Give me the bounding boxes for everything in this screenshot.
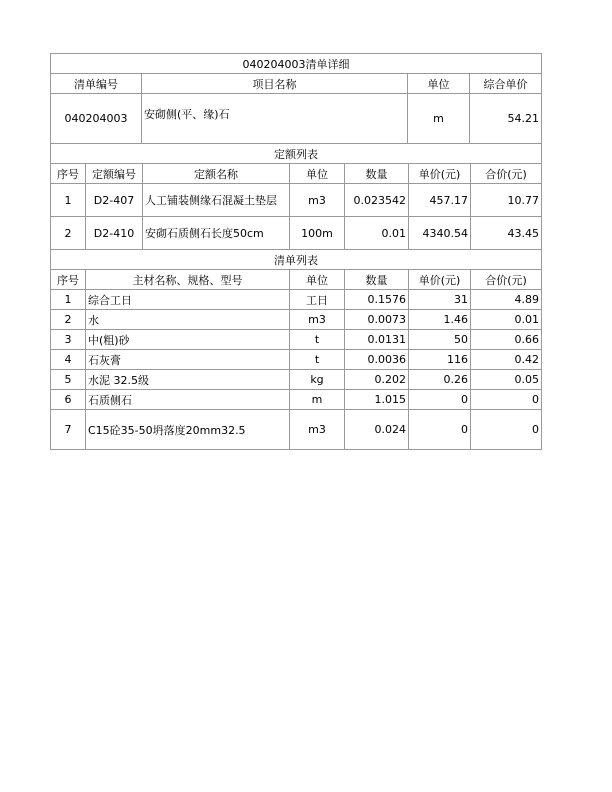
material-unit: 工日 [290, 290, 345, 310]
quota-unit: 100m [290, 217, 345, 250]
quota-section-title: 定额列表 [51, 144, 542, 164]
material-index: 3 [51, 330, 86, 350]
item-code: 040204003 [51, 94, 142, 144]
material-unit: m [290, 390, 345, 410]
header-unit: 单位 [408, 74, 470, 94]
quota-header-total: 合价(元) [471, 164, 542, 184]
quota-index: 2 [51, 217, 86, 250]
quota-header-index: 序号 [51, 164, 86, 184]
quota-row [51, 184, 542, 217]
material-index: 4 [51, 350, 86, 370]
material-row [51, 390, 542, 410]
material-index: 6 [51, 390, 86, 410]
material-qty: 1.015 [345, 390, 409, 410]
materials-header-total: 合价(元) [471, 270, 542, 290]
materials-header-name: 主材名称、规格、型号 [86, 270, 290, 290]
item-unit: m [408, 94, 470, 144]
material-qty: 0.1576 [345, 290, 409, 310]
material-qty: 0.0131 [345, 330, 409, 350]
quota-header-qty: 数量 [345, 164, 409, 184]
header-price: 综合单价 [470, 74, 542, 94]
materials-header-unit-price: 单价(元) [409, 270, 471, 290]
detail-lists-table [50, 143, 542, 450]
material-total: 0.05 [471, 370, 542, 390]
item-price: 54.21 [470, 94, 542, 144]
material-unit: t [290, 350, 345, 370]
material-qty: 0.0073 [345, 310, 409, 330]
quota-name: 安砌石质侧石长度50cm [143, 217, 290, 250]
material-name: 水 [86, 310, 290, 330]
material-unit-price: 1.46 [409, 310, 471, 330]
material-row [51, 350, 542, 370]
quota-code: D2-407 [86, 184, 143, 217]
quota-unit-price: 457.17 [409, 184, 471, 217]
material-total: 0 [471, 410, 542, 450]
header-name: 项目名称 [142, 74, 408, 94]
material-unit: m3 [290, 310, 345, 330]
material-unit-price: 0 [409, 410, 471, 450]
material-name: 石灰膏 [86, 350, 290, 370]
quota-qty: 0.023542 [345, 184, 409, 217]
material-name: 石质侧石 [86, 390, 290, 410]
quota-total: 43.45 [471, 217, 542, 250]
materials-section-title: 清单列表 [51, 250, 542, 270]
quota-total: 10.77 [471, 184, 542, 217]
quota-header-code: 定额编号 [86, 164, 143, 184]
material-row [51, 330, 542, 350]
material-index: 5 [51, 370, 86, 390]
quota-name: 人工铺装侧缘石混凝土垫层 [143, 184, 290, 217]
material-unit-price: 50 [409, 330, 471, 350]
material-total: 0.66 [471, 330, 542, 350]
quota-qty: 0.01 [345, 217, 409, 250]
material-qty: 0.0036 [345, 350, 409, 370]
material-row [51, 310, 542, 330]
quota-index: 1 [51, 184, 86, 217]
material-total: 0 [471, 390, 542, 410]
material-row [51, 410, 542, 450]
quota-code: D2-410 [86, 217, 143, 250]
item-name: 安砌侧(平、缘)石 [142, 94, 408, 144]
material-name: 中(粗)砂 [86, 330, 290, 350]
material-total: 0.42 [471, 350, 542, 370]
quota-unit: m3 [290, 184, 345, 217]
materials-header-unit: 单位 [290, 270, 345, 290]
material-name: C15砼35-50坍落度20mm32.5 [86, 410, 290, 450]
material-index: 2 [51, 310, 86, 330]
material-name: 综合工日 [86, 290, 290, 310]
material-unit-price: 116 [409, 350, 471, 370]
quota-header-name: 定额名称 [143, 164, 290, 184]
material-unit: m3 [290, 410, 345, 450]
material-index: 1 [51, 290, 86, 310]
material-qty: 0.024 [345, 410, 409, 450]
material-total: 0.01 [471, 310, 542, 330]
materials-header-index: 序号 [51, 270, 86, 290]
materials-header-qty: 数量 [345, 270, 409, 290]
bill-detail-table [50, 53, 542, 144]
quota-header-unit: 单位 [290, 164, 345, 184]
material-total: 4.89 [471, 290, 542, 310]
quota-unit-price: 4340.54 [409, 217, 471, 250]
material-unit-price: 0.26 [409, 370, 471, 390]
material-unit: t [290, 330, 345, 350]
material-row [51, 290, 542, 310]
material-unit-price: 0 [409, 390, 471, 410]
material-row [51, 370, 542, 390]
quota-header-unit-price: 单价(元) [409, 164, 471, 184]
material-unit-price: 31 [409, 290, 471, 310]
header-code: 清单编号 [51, 74, 142, 94]
quota-row [51, 217, 542, 250]
material-index: 7 [51, 410, 86, 450]
material-name: 水泥 32.5级 [86, 370, 290, 390]
page-title: 040204003清单详细 [51, 54, 542, 74]
material-unit: kg [290, 370, 345, 390]
material-qty: 0.202 [345, 370, 409, 390]
